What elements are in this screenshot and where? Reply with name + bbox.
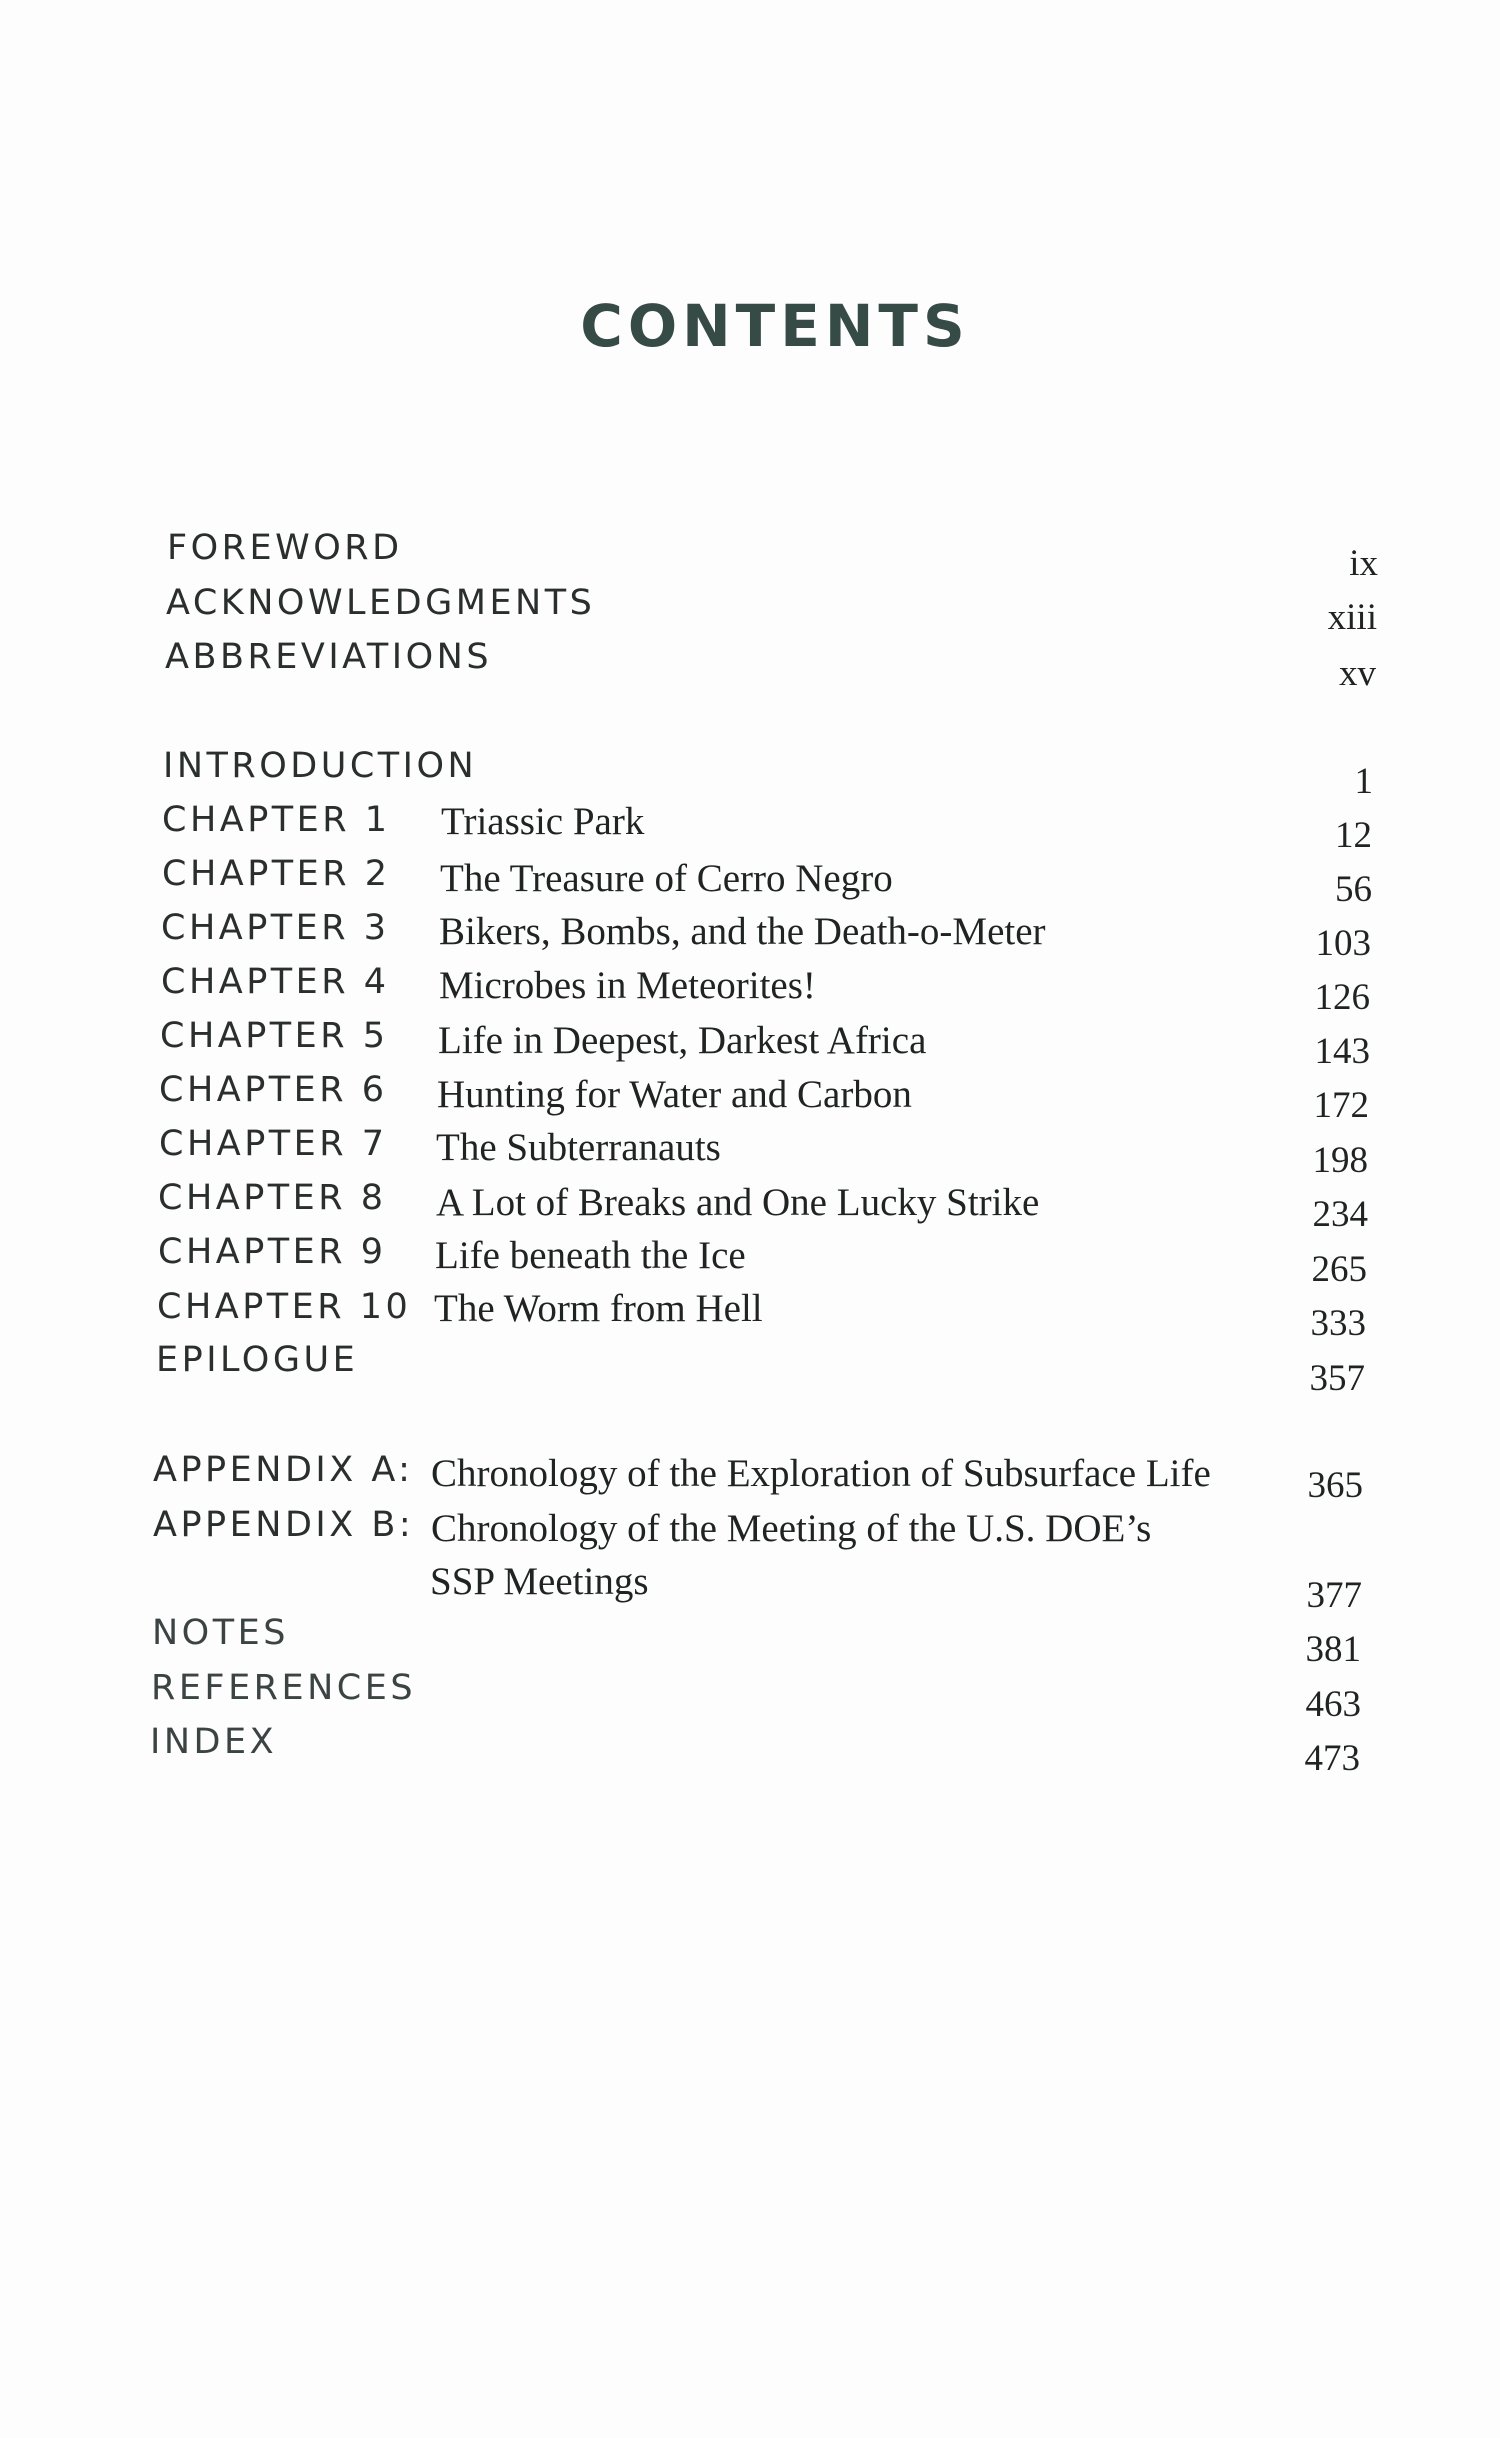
toc-title-appendix-a: Chronology of the Exploration of Subsurface Life [431,1452,1211,1495]
toc-page-chapter-10: 333 [1310,1303,1366,1344]
toc-label-chapter-6: CHAPTER 6 [159,1070,388,1110]
toc-label-chapter-10: CHAPTER 10 [157,1287,412,1327]
toc-label-references: REFERENCES [151,1668,417,1708]
toc-label-chapter-7: CHAPTER 7 [159,1124,388,1164]
toc-title-chapter-2: The Treasure of Cerro Negro [440,857,893,900]
toc-label-chapter-8: CHAPTER 8 [158,1178,387,1218]
toc-page-chapter-6: 172 [1313,1085,1369,1126]
toc-title-chapter-7: The Subterranauts [436,1126,721,1169]
toc-label-index: INDEX [150,1722,278,1762]
toc-page-introduction: 1 [1354,761,1373,802]
toc-page-chapter-3: 103 [1315,923,1371,964]
toc-page-chapter-1: 12 [1335,815,1372,856]
toc-label-chapter-4: CHAPTER 4 [161,962,390,1002]
toc-page-chapter-2: 56 [1335,869,1372,910]
toc-title-appendix-b-line2: SSP Meetings [430,1560,649,1603]
toc-page-chapter-5: 143 [1314,1031,1370,1072]
toc-title-chapter-6: Hunting for Water and Carbon [437,1073,912,1116]
toc-title-appendix-b: Chronology of the Meeting of the U.S. DOE’s [431,1507,1152,1550]
toc-label-chapter-2: CHAPTER 2 [162,854,391,894]
page-title: CONTENTS [580,292,970,360]
toc-title-chapter-5: Life in Deepest, Darkest Africa [438,1019,927,1062]
toc-title-chapter-4: Microbes in Meteorites! [439,964,816,1007]
toc-label-chapter-5: CHAPTER 5 [160,1016,389,1056]
toc-page-chapter-4: 126 [1314,977,1370,1018]
toc-page-chapter-7: 198 [1312,1140,1368,1181]
toc-page-chapter-8: 234 [1312,1194,1368,1235]
toc-label-appendix-b: APPENDIX B: [153,1505,415,1545]
toc-label-abbreviations: ABBREVIATIONS [165,637,493,677]
toc-title-chapter-1: Triassic Park [441,800,645,843]
toc-label-introduction: INTRODUCTION [163,746,478,786]
toc-label-chapter-3: CHAPTER 3 [161,908,390,948]
toc-title-chapter-10: The Worm from Hell [434,1287,763,1330]
toc-label-foreword: FOREWORD [167,528,403,568]
toc-page-chapter-9: 265 [1311,1249,1367,1290]
toc-page-foreword: ix [1349,543,1378,584]
toc-page-abbreviations: xv [1339,653,1376,694]
toc-label-acknowledgments: ACKNOWLEDGMENTS [166,583,596,623]
toc-page-appendix-b: 377 [1306,1575,1362,1616]
toc-label-chapter-1: CHAPTER 1 [162,800,391,840]
toc-page-acknowledgments: xiii [1327,597,1377,638]
toc-label-notes: NOTES [152,1613,289,1653]
toc-title-chapter-8: A Lot of Breaks and One Lucky Strike [436,1181,1040,1224]
toc-page-references: 463 [1305,1684,1361,1725]
toc-page-appendix-a: 365 [1307,1465,1363,1506]
toc-label-chapter-9: CHAPTER 9 [158,1232,387,1272]
toc-page-notes: 381 [1305,1629,1361,1670]
toc-title-chapter-9: Life beneath the Ice [435,1234,746,1277]
toc-label-epilogue: EPILOGUE [156,1340,359,1380]
toc-title-chapter-3: Bikers, Bombs, and the Death-o-Meter [439,910,1046,953]
toc-page-epilogue: 357 [1309,1358,1365,1399]
toc-label-appendix-a: APPENDIX A: [153,1450,414,1490]
toc-page-index: 473 [1304,1738,1360,1779]
